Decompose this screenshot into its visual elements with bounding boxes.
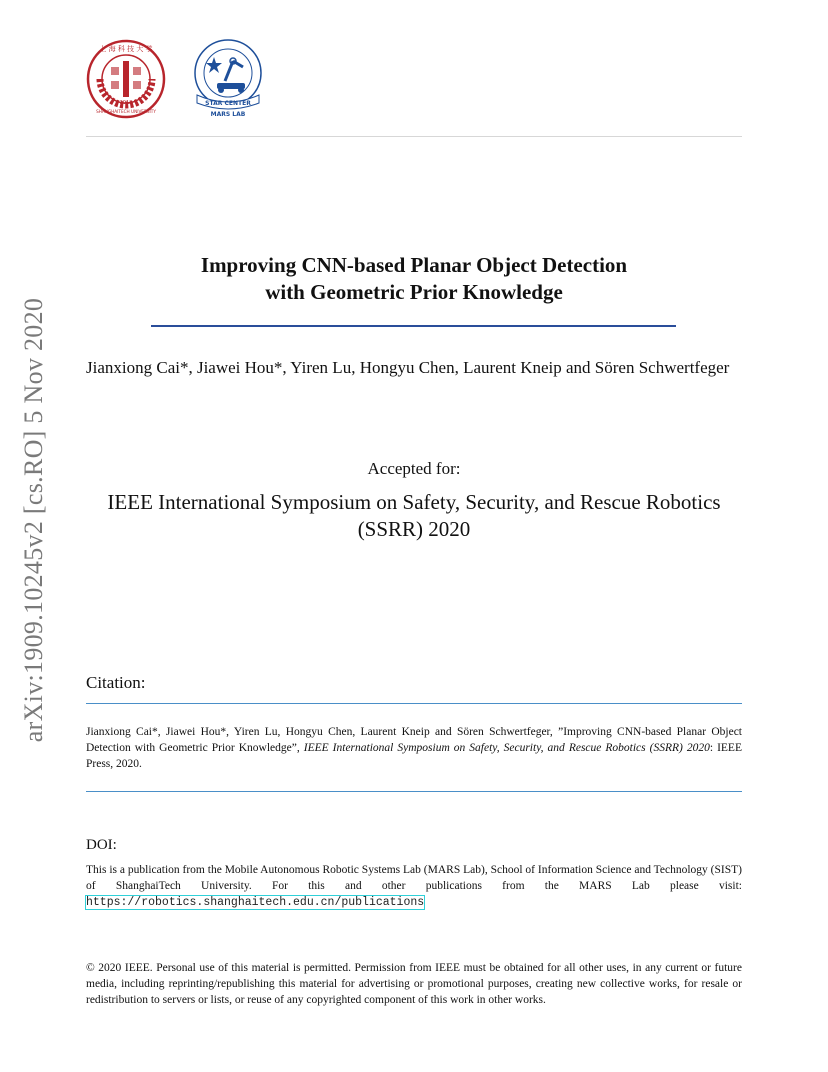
header-divider — [86, 136, 742, 137]
svg-text:STAR CENTER: STAR CENTER — [205, 100, 251, 107]
citation-text — [86, 724, 742, 772]
publication-note-text: This is a publication from the Mobile Autonomous Robotic Systems Lab (MARS Lab), School of Information Science and Technology (SIST) of ShanghaiTech University. For this and other publications from the MARS Lab please visit: — [86, 864, 742, 892]
citation-authors: Jianxiong Cai*, Jiawei Hou*, Yiren Lu, Hongyu Chen, Laurent Kneip and Sören Schwertfeger, ”Improving CNN-based Planar Object Detection with Geometric Prior Knowledge”, — [86, 726, 742, 754]
accepted-label: Accepted for: — [367, 459, 461, 478]
svg-text:2013: 2013 — [119, 100, 133, 106]
citation-label: Citation: — [86, 673, 146, 692]
title-line-2: with Geometric Prior Knowledge — [265, 280, 563, 304]
venue — [86, 489, 742, 543]
arxiv-stamp: arXiv:1909.10245v2 [cs.RO] 5 Nov 2020 — [19, 297, 48, 743]
svg-text:MARS LAB: MARS LAB — [210, 111, 246, 118]
svg-text:上 海 科 技 大 学: 上 海 科 技 大 学 — [99, 45, 153, 53]
title-line-1: Improving CNN-based Planar Object Detection — [200, 253, 628, 277]
citation-publisher: : IEEE Press, 2020. — [86, 742, 742, 770]
venue-line-1: IEEE International Symposium on Safety, Security, and Rescue Robotics — [107, 490, 721, 514]
mars-lab-logo — [189, 39, 267, 119]
publication-note — [86, 862, 742, 911]
citation-bottom-rule — [86, 791, 742, 792]
venue-line-2: (SSRR) 2020 — [357, 517, 471, 541]
publications-link[interactable]: https://robotics.shanghaitech.edu.cn/publications — [86, 896, 425, 909]
doi-label: DOI: — [86, 837, 117, 853]
author-list: Jianxiong Cai*, Jiawei Hou*, Yiren Lu, Hongyu Chen, Laurent Kneip and Sören Schwertfeger — [86, 358, 730, 377]
citation-venue: IEEE International Symposium on Safety, Security, and Rescue Robotics (SSRR) 2020 — [303, 742, 710, 754]
svg-text:SHANGHAITECH UNIVERSITY: SHANGHAITECH UNIVERSITY — [96, 109, 156, 114]
title-underline — [151, 325, 676, 327]
shanghaitech-university-logo — [86, 39, 166, 119]
copyright-notice: © 2020 IEEE. Personal use of this material is permitted. Permission from IEEE must be obtained for all other uses, in any current or future media, including reprinting/republishing this material for advertising or promotional purposes, creating new collective works, for resale or redistribution to servers or lists, or reuse of any copyrighted component of this work in other works. — [86, 962, 742, 1006]
citation-top-rule — [86, 703, 742, 704]
paper-title — [86, 252, 742, 306]
